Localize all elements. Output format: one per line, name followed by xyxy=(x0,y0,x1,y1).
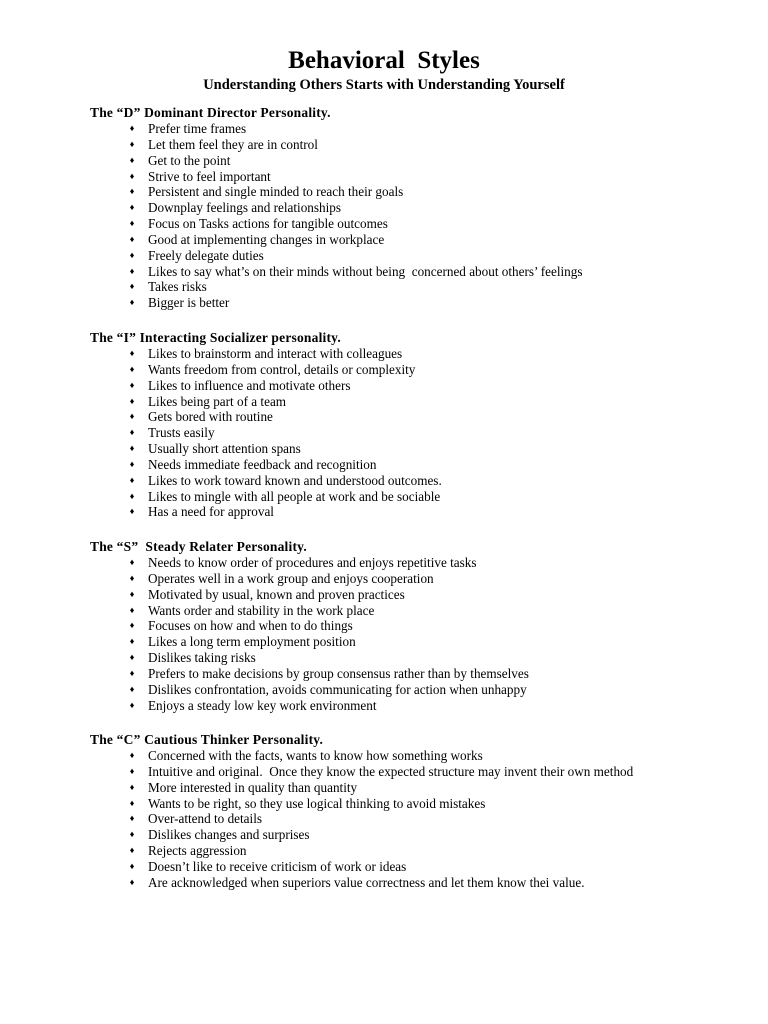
list-item xyxy=(90,169,740,185)
list-item-text: Usually short attention spans xyxy=(148,441,301,457)
diamond-bullet-icon: ♦ xyxy=(129,427,135,438)
list-item-text: Over-attend to details xyxy=(148,811,262,827)
list-item xyxy=(90,875,740,891)
list-item-text: Good at implementing changes in workplace xyxy=(148,231,385,247)
list-item xyxy=(90,603,740,619)
list-item xyxy=(90,489,740,505)
list-item-text: Freely delegate duties xyxy=(148,247,264,263)
list-item-text: Intuitive and original. Once they know the expected structure may invent their own method xyxy=(148,763,634,779)
list-item xyxy=(90,780,740,796)
diamond-bullet-icon: ♦ xyxy=(129,506,135,517)
list-item-text: Prefer time frames xyxy=(148,121,247,136)
list-item-text: Likes being part of a team xyxy=(148,393,287,409)
diamond-bullet-icon: ♦ xyxy=(129,683,135,694)
diamond-bullet-icon: ♦ xyxy=(129,411,135,422)
diamond-bullet-icon: ♦ xyxy=(129,845,135,856)
section-heading: The “I” Interacting Socializer personality. xyxy=(90,330,341,345)
diamond-bullet-icon: ♦ xyxy=(129,363,135,374)
diamond-bullet-icon: ♦ xyxy=(129,829,135,840)
diamond-bullet-icon: ♦ xyxy=(129,348,135,358)
list-item xyxy=(90,666,740,682)
diamond-bullet-icon: ♦ xyxy=(129,604,135,615)
list-item xyxy=(90,764,740,780)
list-item-text: Are acknowledged when superiors value correctness and let them know thei value. xyxy=(148,874,585,890)
list-item-text: Likes to influence and motivate others xyxy=(148,377,351,393)
diamond-bullet-icon: ♦ xyxy=(129,170,135,181)
diamond-bullet-icon: ♦ xyxy=(129,281,135,292)
diamond-bullet-icon: ♦ xyxy=(129,813,135,824)
list-item xyxy=(90,457,740,473)
list-item-text: Get to the point xyxy=(148,152,231,168)
diamond-bullet-icon: ♦ xyxy=(129,781,135,792)
list-item-text: Dislikes taking risks xyxy=(148,650,256,666)
list-item-text: Persistent and single minded to reach their goals xyxy=(148,184,404,200)
list-item-text: Rejects aggression xyxy=(148,843,247,859)
bullet-list xyxy=(90,748,740,891)
list-item-text: Wants to be right, so they use logical thinking to avoid mistakes xyxy=(148,795,486,811)
list-item-text: Has a need for approval xyxy=(148,504,274,520)
diamond-bullet-icon: ♦ xyxy=(129,860,135,871)
section-steady-relater xyxy=(90,538,740,713)
list-item xyxy=(90,264,740,280)
list-item-text: Enjoys a steady low key work environment xyxy=(148,697,377,713)
list-item xyxy=(90,184,740,200)
diamond-bullet-icon: ♦ xyxy=(129,572,135,583)
list-item-text: Dislikes changes and surprises xyxy=(148,827,310,843)
diamond-bullet-icon: ♦ xyxy=(129,154,135,165)
document-subtitle: Understanding Others Starts with Understanding Yourself xyxy=(203,77,565,93)
section-heading: The “C” Cautious Thinker Personality. xyxy=(90,732,324,747)
bullet-list xyxy=(90,555,740,713)
bullet-list xyxy=(90,346,740,520)
diamond-bullet-icon: ♦ xyxy=(129,123,135,133)
list-item xyxy=(90,827,740,843)
list-item xyxy=(90,698,740,714)
bullet-list xyxy=(90,121,740,311)
list-item xyxy=(90,441,740,457)
section-dominant-director xyxy=(90,104,740,311)
list-item xyxy=(90,796,740,812)
list-item xyxy=(90,121,740,137)
diamond-bullet-icon: ♦ xyxy=(129,797,135,808)
list-item-text: Dislikes confrontation, avoids communicating for action when unhappy xyxy=(148,681,527,697)
list-item xyxy=(90,295,740,311)
diamond-bullet-icon: ♦ xyxy=(129,620,135,631)
diamond-bullet-icon: ♦ xyxy=(129,765,135,776)
list-item-text: Motivated by usual, known and proven practices xyxy=(148,586,405,602)
list-item-text: Needs to know order of procedures and enjoys repetitive tasks xyxy=(148,555,477,570)
list-item-text: Wants order and stability in the work place xyxy=(148,602,375,618)
section-interacting-socializer xyxy=(90,329,740,520)
list-item-text: Let them feel they are in control xyxy=(148,136,318,152)
diamond-bullet-icon: ♦ xyxy=(129,265,135,276)
section-heading: The “D” Dominant Director Personality. xyxy=(90,105,331,120)
diamond-bullet-icon: ♦ xyxy=(129,636,135,647)
list-item xyxy=(90,425,740,441)
list-item-text: Prefers to make decisions by group consensus rather than by themselves xyxy=(148,665,529,681)
diamond-bullet-icon: ♦ xyxy=(129,667,135,678)
diamond-bullet-icon: ♦ xyxy=(129,443,135,454)
list-item-text: Concerned with the facts, wants to know how something works xyxy=(148,748,483,763)
diamond-bullet-icon: ♦ xyxy=(129,458,135,469)
list-item-text: Downplay feelings and relationships xyxy=(148,200,342,216)
list-item-text: Trusts easily xyxy=(148,425,215,441)
list-item xyxy=(90,811,740,827)
list-item xyxy=(90,859,740,875)
list-item xyxy=(90,362,740,378)
list-item xyxy=(90,571,740,587)
list-item xyxy=(90,394,740,410)
list-item xyxy=(90,555,740,571)
list-item-text: Likes a long term employment position xyxy=(148,634,356,650)
diamond-bullet-icon: ♦ xyxy=(129,490,135,501)
list-item-text: Gets bored with routine xyxy=(148,409,273,425)
list-item xyxy=(90,634,740,650)
list-item xyxy=(90,279,740,295)
list-item xyxy=(90,232,740,248)
diamond-bullet-icon: ♦ xyxy=(129,186,135,197)
list-item-text: Wants freedom from control, details or complexity xyxy=(148,361,416,377)
list-item xyxy=(90,682,740,698)
list-item xyxy=(90,200,740,216)
list-item xyxy=(90,346,740,362)
list-item xyxy=(90,650,740,666)
diamond-bullet-icon: ♦ xyxy=(129,557,135,567)
diamond-bullet-icon: ♦ xyxy=(129,218,135,229)
diamond-bullet-icon: ♦ xyxy=(129,652,135,663)
list-item xyxy=(90,473,740,489)
list-item xyxy=(90,843,740,859)
section-cautious-thinker xyxy=(90,731,740,891)
document-title: Behavioral Styles xyxy=(288,47,480,74)
list-item xyxy=(90,504,740,520)
list-item-text: Focuses on how and when to do things xyxy=(148,618,353,634)
list-item-text: Likes to say what’s on their minds without being concerned about others’ feelings xyxy=(148,263,583,279)
list-item-text: Bigger is better xyxy=(148,295,230,311)
list-item xyxy=(90,153,740,169)
diamond-bullet-icon: ♦ xyxy=(129,297,135,308)
diamond-bullet-icon: ♦ xyxy=(129,138,135,149)
list-item xyxy=(90,378,740,394)
list-item xyxy=(90,618,740,634)
list-item xyxy=(90,748,740,764)
list-item xyxy=(90,137,740,153)
diamond-bullet-icon: ♦ xyxy=(129,202,135,213)
diamond-bullet-icon: ♦ xyxy=(129,588,135,599)
list-item-text: Strive to feel important xyxy=(148,168,271,184)
diamond-bullet-icon: ♦ xyxy=(129,750,135,760)
diamond-bullet-icon: ♦ xyxy=(129,233,135,244)
list-item-text: Likes to brainstorm and interact with colleagues xyxy=(148,346,403,361)
diamond-bullet-icon: ♦ xyxy=(129,395,135,406)
list-item-text: Likes to mingle with all people at work and be sociable xyxy=(148,488,441,504)
list-item-text: Needs immediate feedback and recognition xyxy=(148,456,377,472)
list-item-text: More interested in quality than quantity xyxy=(148,779,358,795)
section-heading: The “S” Steady Relater Personality. xyxy=(90,539,307,554)
list-item-text: Likes to work toward known and understood outcomes. xyxy=(148,472,442,488)
list-item xyxy=(90,248,740,264)
diamond-bullet-icon: ♦ xyxy=(129,876,135,887)
diamond-bullet-icon: ♦ xyxy=(129,699,135,710)
list-item-text: Doesn’t like to receive criticism of work or ideas xyxy=(148,858,407,874)
list-item-text: Focus on Tasks actions for tangible outcomes xyxy=(148,216,388,232)
diamond-bullet-icon: ♦ xyxy=(129,379,135,390)
list-item xyxy=(90,587,740,603)
diamond-bullet-icon: ♦ xyxy=(129,474,135,485)
diamond-bullet-icon: ♦ xyxy=(129,249,135,260)
list-item-text: Operates well in a work group and enjoys cooperation xyxy=(148,570,434,586)
list-item xyxy=(90,216,740,232)
list-item-text: Takes risks xyxy=(148,279,207,295)
list-item xyxy=(90,409,740,425)
